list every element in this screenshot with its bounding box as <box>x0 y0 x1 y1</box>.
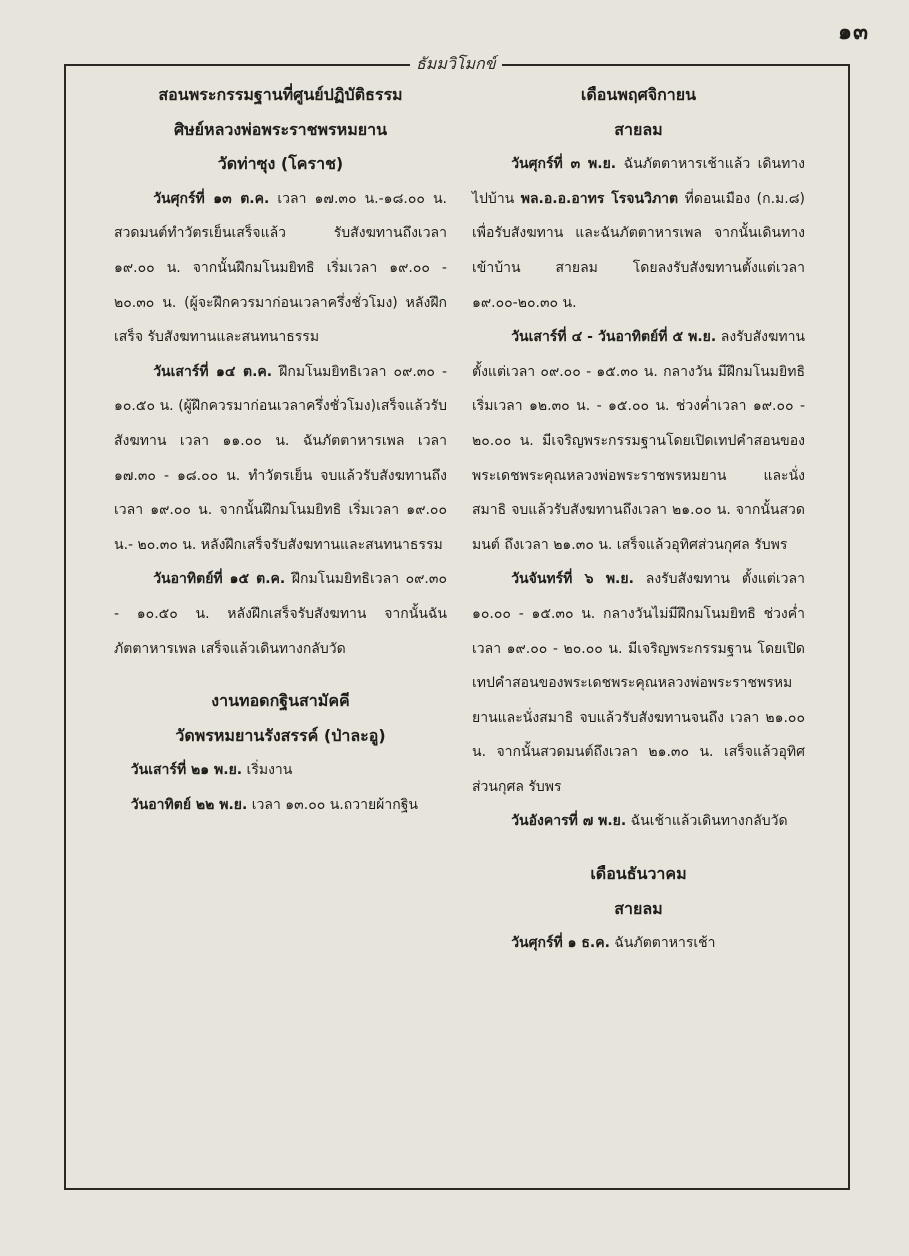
entry-text: ลงรับสังฆทานตั้งแต่เวลา ๐๙.๐๐ - ๑๕.๓๐ น. กลางวัน มีฝึกมโนมยิทธิ เริ่มเวลา ๑๒.๓๐ น. - ๑๕.๐๐ น. ช่วงค่ำเวลา ๑๙.๐๐ - ๒๐.๐๐ น. มีเจริญพระกรรมฐานโดยเปิดเทปคำสอนของพระเดชพระคุณหลวงพ่อพระราชพรหมยาน และนั่งสมาธิ จบแล้วรับสังฆทานถึงเวลา ๒๑.๐๐ น. จากนั้นสวดมนต์ ถึงเวลา ๒๑.๓๐ น. เสร็จแล้วอุทิศส่วนกุศล รับพร <box>472 329 805 553</box>
left-heading-line: วัดท่าซุง (โคราช) <box>217 154 344 174</box>
entry-text: เวลา ๑๓.๐๐ น.ถวายผ้ากฐิน <box>247 796 418 813</box>
entry-day: วันเสาร์ที่ ๑๔ ต.ค. <box>153 363 273 380</box>
left-column <box>114 78 447 822</box>
right-heading <box>472 78 805 147</box>
entry-day: วันเสาร์ที่ ๔ - วันอาทิตย์ที่ ๕ พ.ย. <box>511 329 717 346</box>
entry-text: เริ่มงาน <box>242 762 293 779</box>
entry-bold-name: พล.อ.อ.อาทร โรจนวิภาต <box>520 190 679 207</box>
schedule-entry <box>472 926 805 961</box>
right-section2-heading-line: สายลม <box>614 898 663 918</box>
entry-text: ฝึกมโนมยิทธิเวลา ๐๙.๓๐ - ๑๐.๕๐ น. หลังฝึกเสร็จรับสังฆทาน จากนั้นฉันภัตตาหารเพล เสร็จแล้วเดินทางกลับวัด <box>114 571 447 657</box>
left-heading <box>114 78 447 182</box>
entry-day: วันเสาร์ที่ ๒๑ พ.ย. <box>130 762 243 779</box>
entry-text: เวลา ๑๗.๓๐ น.-๑๘.๐๐ น. สวดมนต์ทำวัตรเย็นเสร็จแล้ว รับสังฆทานถึงเวลา ๑๙.๐๐ น. จากนั้นฝึกมโนมยิทธิ เริ่มเวลา ๑๙.๐๐ - ๒๐.๓๐ น. (ผู้จะฝึกควรมาก่อนเวลาครึ่งชั่วโมง) หลังฝึกเสร็จ รับสังฆทานและสนทนาธรรม <box>114 190 448 346</box>
entry-day: วันจันทร์ที่ ๖ พ.ย. <box>511 571 634 588</box>
entry-text: ฉันเช้าแล้วเดินทางกลับวัด <box>626 813 788 830</box>
right-column <box>472 78 805 961</box>
schedule-entry <box>472 147 805 320</box>
entry-text: ฉันภัตตาหารเช้าแล้ว เดินทางไปบ้าน <box>472 156 805 207</box>
entry-text: ฝึกมโนมยิทธิเวลา ๐๙.๓๐ - ๑๐.๕๐ น. (ผู้ฝึกควรมาก่อนเวลาครึ่งชั่วโมง)เสร็จแล้วรับสังฆทาน เวลา ๑๑.๐๐ น. ฉันภัตตาหารเพล เวลา ๑๗.๓๐ - ๑๘.๐๐ น. ทำวัตรเย็น จบแล้วรับสังฆทานถึงเวลา ๑๙.๐๐ น. จากนั้นฝึกมโนมยิทธิ เริ่มเวลา ๑๙.๐๐ น.- ๒๐.๓๐ น. หลังฝึกเสร็จรับสังฆทานและสนทนาธรรม <box>114 363 447 553</box>
left-section2-heading <box>114 684 447 753</box>
schedule-entry <box>114 355 447 563</box>
schedule-entry <box>472 804 805 839</box>
entry-text: ที่ดอนเมือง (ก.ม.๘) เพื่อรับสังฆทาน และฉันภัตตาหารเพล จากนั้นเดินทางเข้าบ้าน สายลม โดยลงรับสังฆทานตั้งแต่เวลา ๑๙.๐๐-๒๐.๓๐ น. <box>472 190 805 311</box>
right-section2-heading <box>472 857 805 926</box>
right-heading-line: เดือนพฤศจิกายน <box>580 85 697 104</box>
schedule-entry <box>114 753 447 788</box>
entry-text: ลงรับสังฆทาน ตั้งแต่เวลา ๑๐.๐๐ - ๑๕.๓๐ น. กลางวันไม่มีฝึกมโนมยิทธิ ช่วงค่ำเวลา ๑๙.๐๐ - ๒๐.๐๐ น. มีเจริญพระกรรมฐาน โดยเปิดเทปคำสอนของพระเดชพระคุณหลวงพ่อพระราชพรหมยานและนั่งสมาธิ จบแล้วรับสังฆทานจนถึง เวลา ๒๑.๐๐ น. จากนั้นสวดมนต์ถึงเวลา ๒๑.๓๐ น. เสร็จแล้วอุทิศส่วนกุศล รับพร <box>472 571 805 795</box>
schedule-entry <box>114 562 447 666</box>
schedule-entry <box>472 320 805 562</box>
entry-day: วันอังคารที่ ๗ พ.ย. <box>511 813 627 830</box>
running-title: ธัมมวิโมกข์ <box>410 52 502 77</box>
left-heading-line: ศิษย์หลวงพ่อพระราชพรหมยาน <box>173 119 388 139</box>
right-heading-line: สายลม <box>614 119 663 139</box>
right-section2-heading-line: เดือนธันวาคม <box>590 864 687 884</box>
entry-day: วันศุกร์ที่ ๓ พ.ย. <box>511 156 617 173</box>
left-section2-heading-line: งานทอดกฐินสามัคคี <box>211 691 350 711</box>
page-number: ๑๓ <box>837 20 869 45</box>
left-section2-heading-line: วัดพรหมยานรังสรรค์ (ป่าละอู) <box>175 725 386 745</box>
schedule-entry <box>114 788 447 823</box>
entry-day: วันอาทิตย์ ๒๒ พ.ย. <box>130 796 248 813</box>
schedule-entry <box>114 182 447 355</box>
entry-text: ฉันภัตตาหารเช้า <box>609 935 716 952</box>
entry-day: วันอาทิตย์ที่ ๑๕ ต.ค. <box>153 571 286 588</box>
schedule-entry <box>472 562 805 804</box>
entry-day: วันศุกร์ที่ ๑๓ ต.ค. <box>153 190 270 207</box>
left-heading-line: สอนพระกรรมฐานที่ศูนย์ปฏิบัติธรรม <box>158 85 403 104</box>
entry-day: วันศุกร์ที่ ๑ ธ.ค. <box>511 935 610 952</box>
